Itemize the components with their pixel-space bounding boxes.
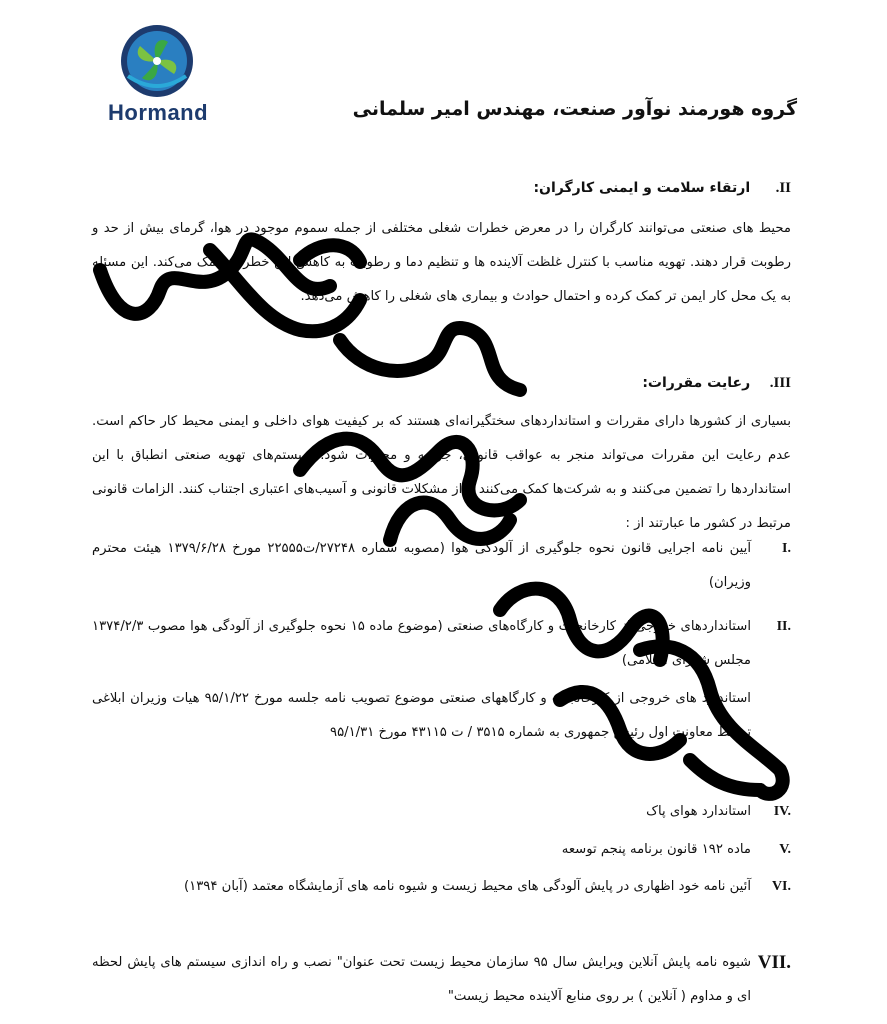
list-item-text: استاندارد های خروجی از کارخانجات و کارگاههای صنعتی موضوع تصویب نامه جلسه مورخ ۹۵/۱/۲۲ هیات وزیران ابلاغی توسط معاونت اول رئیس جمهوری به شماره ۳۵۱۵ / ت ۴۳۱۱۵ مورخ ۹۵/۱/۳۱ [92, 691, 751, 740]
list-item-number: IV. [773, 804, 791, 819]
list-item-text: استاندارد هوای پاک [646, 804, 751, 819]
list-item-number: I. [782, 541, 791, 556]
logo-emblem-icon [120, 24, 194, 98]
list-item-number: V. [779, 842, 791, 857]
section-heading-2 [291, 180, 791, 197]
list-item [92, 870, 791, 904]
list-item-number: II. [776, 619, 791, 634]
section-title: ارتقاء سلامت و ایمنی کارگران: [533, 180, 751, 196]
list-item-text: استانداردهای خروجی از کارخانجات و کارگاه‌های صنعتی (موضوع ماده ۱۵ نحوه جلوگیری از آلودگی هوا مصوب ۱۳۷۴/۲/۳ مجلس شورای اسلامی) [92, 619, 751, 668]
list-item-text: ماده ۱۹۲ قانون برنامه پنجم توسعه [561, 842, 751, 857]
list-item [92, 946, 791, 1014]
list-item-text: آیین نامه اجرایی قانون نحوه جلوگیری از آلودگی هوا (مصوبه شماره ۲۷۲۴۸/ت۲۲۵۵۵ مورخ ۱۳۷۹/۶/۲۸ هیئت محترم وزیران) [92, 541, 751, 590]
section-heading-3 [291, 375, 791, 392]
section-title: رعایت مقررات: [642, 375, 751, 391]
section-paragraph-3: بسیاری از کشورها دارای مقررات و استانداردهای سختگیرانه‌ای هستند که بر کیفیت هوای داخلی و ایمنی محیط کار حاکم است. عدم رعایت این مقررات می‌تواند منجر به عواقب قانونی، جریمه و مجازات شود. سیستم‌های تهویه صنعتی انطباق با این استانداردها را تضمین می‌کنند و به شرکت‌ها کمک می‌کنند تا از مشکلات قانونی و آسیب‌های اعتباری اجتناب کنند. الزامات قانونی مرتبط در کشور ما عبارتند از : [92, 414, 791, 531]
page-title: گروه هورمند نوآور صنعت، مهندس امیر سلمانی [352, 98, 797, 120]
section-number: III. [769, 375, 791, 391]
list-item-number: VII. [757, 952, 791, 973]
section-paragraph-2: محیط های صنعتی می‌توانند کارگران را در معرض خطرات شغلی مختلفی از جمله سموم موجود در هوا، گرمای بیش از حد و رطوبت قرار دهند. تهویه مناسب با کنترل غلظت آلاینده ها و تنظیم دما و رطوبت به کاهش این خطرات کمک می‌کند. این مسئله به یک محل کار ایمن تر کمک کرده و احتمال حوادث و بیماری های شغلی را کاهش می‌دهد. [92, 221, 791, 304]
list-item [92, 610, 791, 678]
list-item [92, 833, 791, 867]
list-item [92, 682, 791, 750]
list-item-text: آئین نامه خود اظهاری در پایش آلودگی های محیط زیست و شیوه نامه های آزمایشگاه معتمد (آبان ۱۳۹۴) [183, 879, 751, 894]
list-item-text: شیوه نامه پایش آنلاین ویرایش سال ۹۵ سازمان محیط زیست تحت عنوان" نصب و راه اندازی سیستم های پایش لحظه ای و مداوم ( آنلاین ) بر روی منابع آلاینده محیط زیست" [92, 955, 751, 1004]
list-item [92, 795, 791, 829]
list-item [92, 532, 791, 600]
logo-wordmark: Hormand [108, 100, 209, 125]
list-item-number: VI. [771, 879, 791, 894]
section-number: II. [775, 180, 791, 196]
